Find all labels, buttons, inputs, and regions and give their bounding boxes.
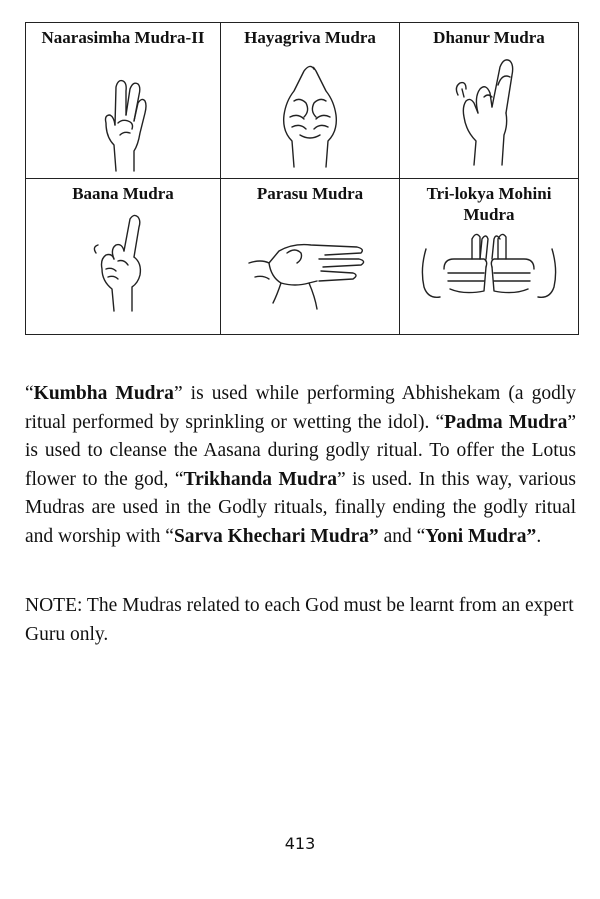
term-sarva-khechari-mudra: Sarva Khechari Mudra” [173,525,379,547]
parasu-mudra-hand-icon [245,221,375,311]
term-kumbha-mudra: Kumbha Mudra [33,383,174,404]
cell-title: Baana Mudra [72,184,174,203]
text-run: ” is used to cleanse the Aasana during godly ritual. To offer the Lotus flower to the god, “ [25,411,576,490]
naarasimha-mudra-hand-icon [88,75,158,175]
text-run: and “ [378,525,426,547]
body-paragraph [25,380,576,552]
cell-title: Parasu Mudra [256,184,364,203]
text-run: . [536,525,542,547]
term-trikhanda-mudra: Trikhanda Mudra [183,468,338,490]
term-yoni-mudra: Yoni Mudra” [425,525,537,547]
trilokya-mohini-mudra-hands-icon [414,229,564,309]
text-run: “ [25,383,34,404]
table-cell-naarasimha [26,23,221,179]
table-cell-dhanur [400,23,579,179]
mudra-illustration-table [25,22,579,335]
hayagriva-mudra-hand-icon [270,61,350,171]
table-cell-hayagriva [221,23,400,179]
text-run: ” is used. In this way, various Mudras are used in the Godly rituals, finally ending the godly ritual and worship with “ [25,468,577,547]
cell-title: Tri-lokya Mohini Mudra [426,184,552,224]
ritual-description [25,380,576,552]
cell-title: Dhanur Mudra [433,28,545,47]
note-text: NOTE: The Mudras related to each God must be learnt from an expert Guru only. [25,595,574,645]
dhanur-mudra-hand-icon [444,53,534,168]
baana-mudra-hand-icon [88,213,158,313]
page-number: 413 [284,834,316,853]
note-block [25,592,576,649]
table-cell-baana [26,179,221,335]
cell-title: Hayagriva Mudra [244,28,376,47]
table-cell-parasu [221,179,400,335]
cell-title: Naarasimha Mudra-II [41,28,205,47]
table-cell-trilokya-mohini [400,179,579,335]
text-run: ” is used while performing Abhishekam (a godly ritual performed by sprinkling or wetting the idol). “ [25,383,576,433]
term-padma-mudra: Padma Mudra [444,411,568,433]
